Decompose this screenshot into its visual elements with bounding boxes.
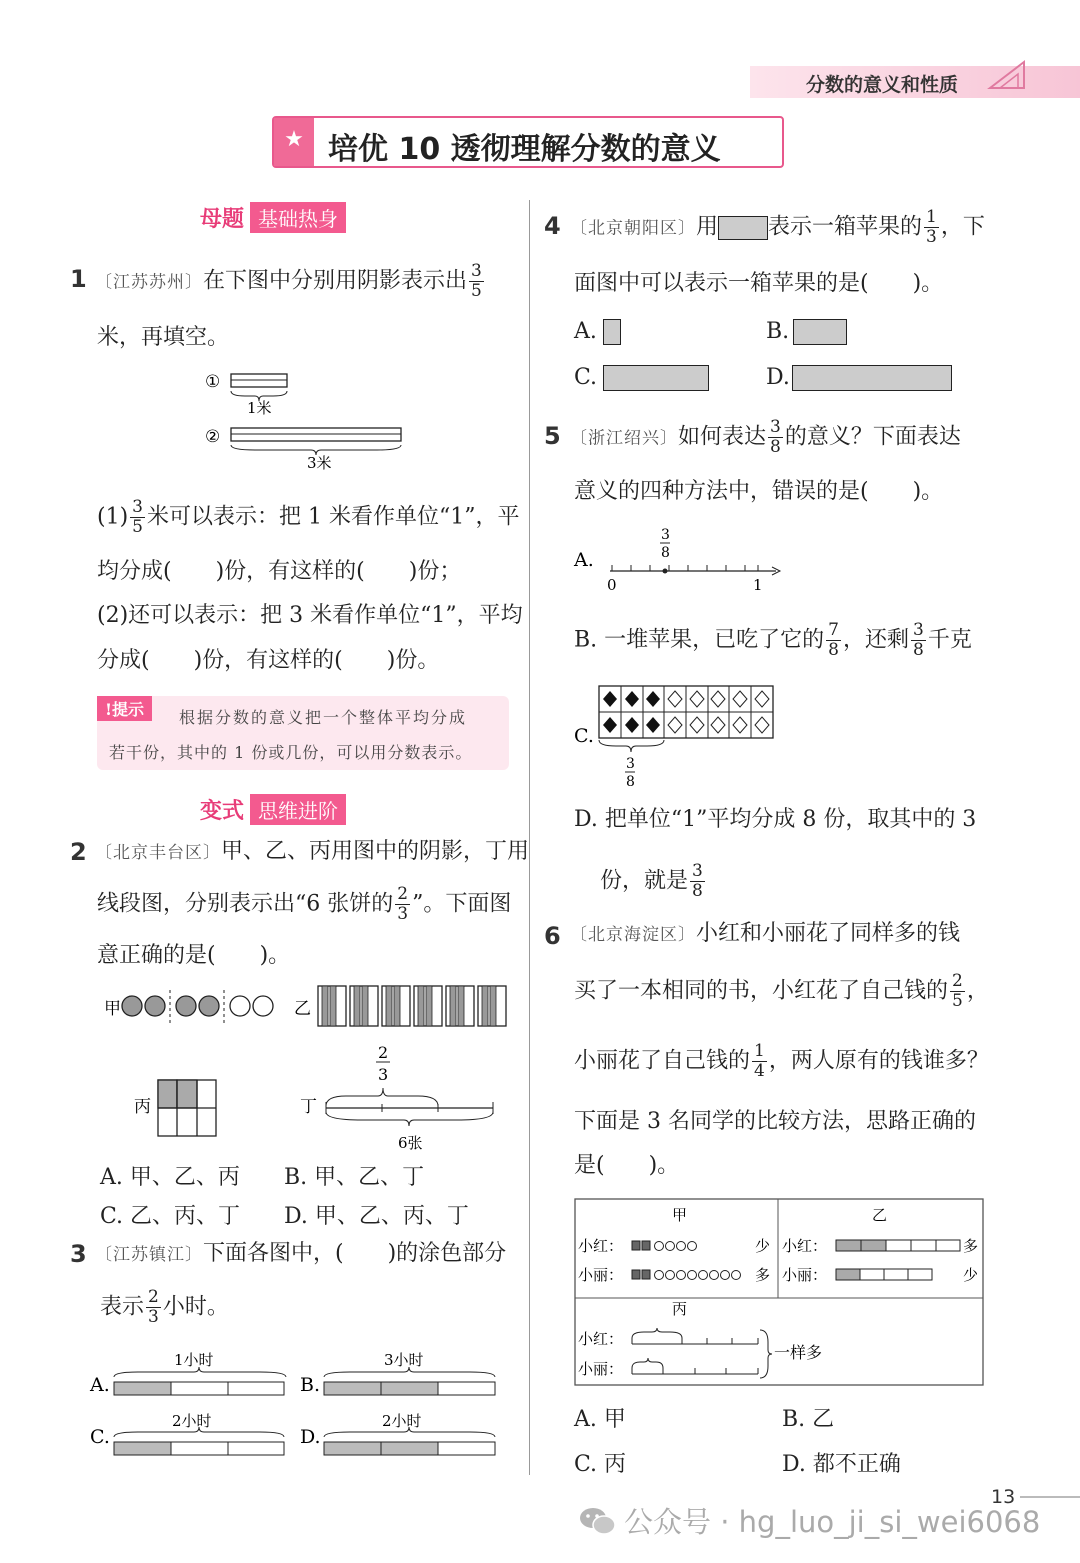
- svg-text:C.: C.: [574, 725, 594, 747]
- svg-text:3: 3: [661, 527, 670, 543]
- hint-line1: 根据分数的意义把一个整体平均分成: [179, 708, 468, 727]
- q4-line1: 〔北京朝阳区〕用 表示一箱苹果的 $\frac{1}{3}$ ，下: [570, 207, 985, 247]
- svg-text:1: 1: [753, 576, 763, 594]
- hint-line2: 若干份，其中的 1 份或几份，可以用分数表示。: [109, 743, 473, 762]
- q6-option-d[interactable]: D. 都不正确: [782, 1452, 901, 1477]
- svg-text:小红：: 小红：: [578, 1330, 624, 1348]
- svg-text:一样多: 一样多: [774, 1343, 823, 1362]
- q2-figures: [100, 980, 520, 1155]
- q4-option-c[interactable]: C.: [574, 364, 709, 392]
- svg-text:小丽：: 小丽：: [578, 1360, 624, 1378]
- q5-line2: 意义的四种方法中，错误的是( )。: [574, 479, 944, 504]
- variant-label: 变式 思维进阶: [200, 794, 346, 824]
- hint-label: !提示: [97, 696, 152, 721]
- q2-option-b[interactable]: B. 甲、乙、丁: [284, 1165, 425, 1190]
- q1-line2: 米，再填空。: [97, 325, 230, 350]
- svg-text:甲: 甲: [672, 1206, 688, 1224]
- q6-option-a[interactable]: A. 甲: [574, 1407, 626, 1432]
- q2-line1: 〔北京丰台区〕甲、乙、丙用图中的阴影，丁用: [95, 839, 530, 864]
- svg-text:多: 多: [963, 1237, 979, 1255]
- svg-text:1小时: 1小时: [174, 1351, 214, 1369]
- q1-number: 1: [70, 265, 87, 293]
- q1-line1: 〔江苏苏州〕在下图中分别用阴影表示出 $\frac{3}{5}$: [95, 261, 482, 301]
- q6-line3: 小丽花了自己钱的 $\frac{1}{4}$ ，两人原有的钱谁多？: [574, 1041, 989, 1081]
- q2-line2: 线段图，分别表示出“6 张饼的 $\frac{2}{3}$ ”。下面图: [97, 884, 512, 924]
- lesson-title-box: [272, 116, 784, 168]
- svg-text:3: 3: [626, 756, 635, 772]
- svg-text:A.: A.: [574, 549, 594, 571]
- q3-line1: 〔江苏镇江〕下面各图中，( )的涂色部分: [95, 1241, 507, 1266]
- mother-label: 母题 基础热身: [200, 202, 346, 232]
- q5-option-b[interactable]: B. 一堆苹果，已吃了它的 $\frac{7}{8}$ ，还剩 $\frac{3}{8}$ 千克: [574, 620, 972, 660]
- q3-line2: 表示 $\frac{2}{3}$ 小时。: [100, 1287, 229, 1327]
- svg-text:乙: 乙: [872, 1206, 888, 1224]
- q1-part1: (1) $\frac{3}{5}$ 米可以表示：把 1 米看作单位“1”，平: [97, 497, 520, 537]
- svg-text:小丽：: 小丽：: [782, 1266, 828, 1284]
- svg-text:②: ②: [205, 427, 221, 447]
- star-icon: ★: [274, 118, 314, 166]
- svg-text:0: 0: [607, 576, 617, 594]
- ruler-icon: [986, 58, 1030, 92]
- q2-option-c[interactable]: C. 乙、丙、丁: [100, 1204, 241, 1229]
- svg-text:小丽：: 小丽：: [578, 1266, 624, 1284]
- hint-box: [97, 696, 509, 770]
- q5-option-c-grid[interactable]: [572, 682, 782, 792]
- q2-option-a[interactable]: A. 甲、乙、丙: [100, 1165, 240, 1190]
- q5-line1: 〔浙江绍兴〕如何表达 $\frac{3}{8}$ 的意义？下面表达: [570, 417, 961, 457]
- svg-text:C.: C.: [90, 1426, 110, 1448]
- q4-option-a[interactable]: A.: [574, 318, 621, 346]
- q2-line3: 意正确的是( )。: [97, 943, 291, 968]
- q3-number: 3: [70, 1240, 87, 1268]
- q3-figures: [88, 1345, 508, 1465]
- footer-rule: [1020, 1496, 1080, 1498]
- q1-part2-line2: 分成( )份，有这样的( )份。: [97, 648, 440, 673]
- q5-option-d-line2: 份，就是 $\frac{3}{8}$: [600, 861, 703, 901]
- q5-number: 5: [544, 422, 561, 450]
- svg-text:丙: 丙: [134, 1097, 151, 1117]
- q2-number: 2: [70, 838, 87, 866]
- q6-line1: 〔北京海淀区〕小红和小丽花了同样多的钱: [570, 921, 961, 946]
- svg-text:6张: 6张: [398, 1134, 423, 1152]
- q4-number: 4: [544, 212, 561, 240]
- svg-text:2小时: 2小时: [382, 1412, 422, 1430]
- q1-part1-line2: 均分成( )份，有这样的( )份；: [97, 559, 462, 584]
- svg-text:3小时: 3小时: [384, 1351, 424, 1369]
- q6-line5: 是( )。: [574, 1153, 680, 1178]
- q6-number: 6: [544, 922, 561, 950]
- box-swatch: [718, 216, 768, 240]
- chapter-title: 分数的意义和性质: [806, 74, 959, 96]
- q6-methods-table: [574, 1198, 986, 1388]
- svg-text:2小时: 2小时: [172, 1412, 212, 1430]
- q4-option-b[interactable]: B.: [766, 318, 847, 346]
- column-divider: [529, 200, 530, 1475]
- svg-text:少: 少: [755, 1237, 771, 1255]
- svg-text:小红：: 小红：: [782, 1237, 828, 1255]
- svg-text:少: 少: [963, 1266, 979, 1284]
- q4-option-d[interactable]: D.: [766, 364, 952, 392]
- svg-text:多: 多: [755, 1266, 771, 1284]
- q6-option-b[interactable]: B. 乙: [782, 1407, 835, 1432]
- q5-number-line: [572, 524, 802, 596]
- svg-text:1米: 1米: [247, 399, 272, 417]
- svg-text:乙: 乙: [294, 999, 311, 1019]
- svg-text:①: ①: [205, 372, 221, 392]
- q5-option-d[interactable]: D. 把单位“1”平均分成 8 份，取其中的 3: [574, 807, 977, 832]
- svg-text:D.: D.: [300, 1426, 321, 1448]
- svg-text:甲: 甲: [104, 999, 121, 1019]
- q6-line4: 下面是 3 名同学的比较方法，思路正确的: [574, 1109, 976, 1134]
- q2-option-d[interactable]: D. 甲、乙、丙、丁: [284, 1204, 469, 1229]
- svg-text:3米: 3米: [307, 454, 332, 472]
- svg-text:丁: 丁: [300, 1097, 317, 1117]
- svg-text:B.: B.: [300, 1374, 321, 1396]
- wechat-icon: [578, 1505, 618, 1537]
- q1-figures: [195, 365, 415, 475]
- svg-text:8: 8: [661, 545, 670, 561]
- page-number: 13: [991, 1486, 1016, 1508]
- svg-text:8: 8: [626, 774, 635, 790]
- q4-line2: 面图中可以表示一箱苹果的是( )。: [574, 271, 944, 296]
- q1-part2: (2)还可以表示：把 3 米看作单位“1”，平均: [97, 603, 523, 628]
- svg-text:丙: 丙: [672, 1300, 688, 1318]
- q6-option-c[interactable]: C. 丙: [574, 1452, 627, 1477]
- svg-text:A.: A.: [90, 1374, 110, 1396]
- lesson-title: 培优 10 透彻理解分数的意义: [328, 132, 721, 167]
- q6-line2: 买了一本相同的书，小红花了自己钱的 $\frac{2}{5}$ ，: [574, 971, 989, 1011]
- watermark-text: 公众号 · hg_luo_ji_si_wei6068: [624, 1505, 1041, 1539]
- svg-text:2: 2: [378, 1043, 389, 1062]
- svg-text:3: 3: [378, 1065, 389, 1084]
- svg-text:小红：: 小红：: [578, 1237, 624, 1255]
